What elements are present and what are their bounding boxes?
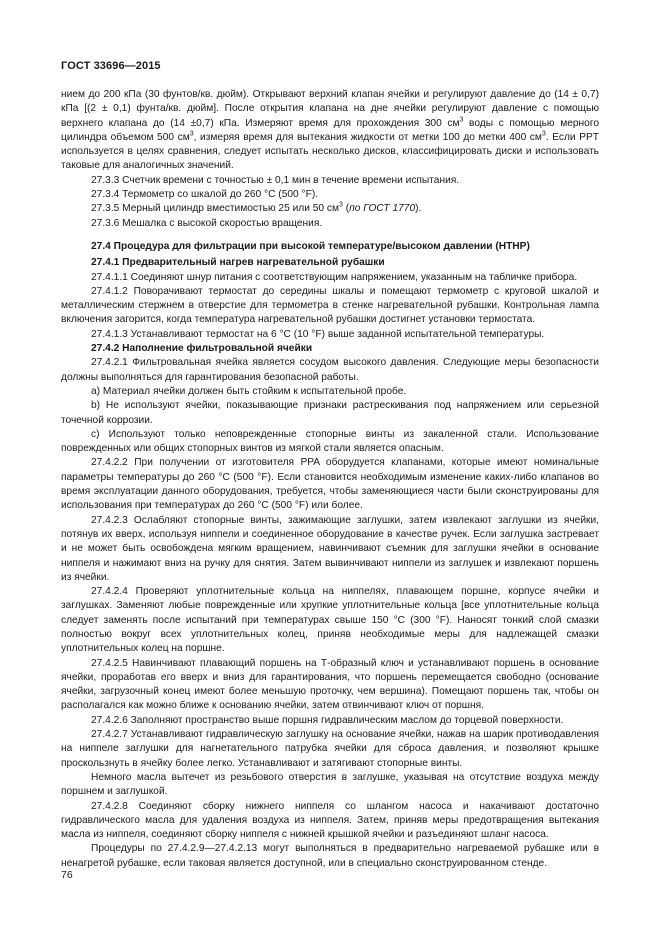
paragraph-27-4-2-3: 27.4.2.3 Ослабляют стопорные винты, зажимающие заглушки, затем извлекают заглушки из ячейки, потянув их вверх, используя ниппели и соединенное оборудование в качестве ручек. Если заглушка застревает и не может быть освобождена мягким вращением, навинчивают съемник для заглушки ячейки в основание ниппеля и нажимают вниз на ручку для снятия. Затем вывинчивают ниппели из заглушек и извлекают поршень из ячейки. bbox=[61, 514, 599, 583]
paragraph-27-3-6: 27.3.6 Мешалка с высокой скоростью вращения. bbox=[91, 217, 323, 229]
paragraph-procedures-note: Процедуры по 27.4.2.9—27.4.2.13 могут выполняться в предварительно нагреваемой рубашке или в ненагретой рубашке, если таковая является доступной, или в специально сконструированном стенде. bbox=[61, 843, 599, 869]
superscript: 3 bbox=[541, 130, 546, 138]
list-item-a: a) Материал ячейки должен быть стойким к испытательной пробе. bbox=[91, 385, 407, 397]
paragraph-27-4-2-6: 27.4.2.6 Заполняют пространство выше поршня гидравлическим маслом до торцевой поверхности. bbox=[91, 714, 564, 726]
paragraph-27-3-4: 27.3.4 Термометр со шкалой до 260 °С (500 °F). bbox=[91, 189, 319, 201]
text-run: ( bbox=[342, 203, 350, 215]
paragraph-27-3-3: 27.3.3 Счетчик времени с точностью ± 0,1 мин в течение времени испытания. bbox=[91, 174, 460, 186]
text-run: нием до 200 кПа (30 фунтов/кв. дюйм). Открывают верхний клапан ячейки и регулируют давление до (14 ± 0,7) кПа [(2 ± 0,1) фунта/кв. дюйм]. После открытия клапана на дне ячейки регулируют давление с помощью верхнего клапана до (14 ±0,7) кПа. Измеряют время для прохождения 300 см bbox=[61, 89, 599, 129]
text-run: , измеряя время для вытекания жидкости от метки 100 до метки 400 см bbox=[193, 131, 542, 143]
subsection-heading-27-4-1: 27.4.1 Предварительный нагрев нагревательной рубашки bbox=[91, 257, 385, 269]
paragraph-27-4-2-8: 27.4.2.8 Соединяют сборку нижнего ниппеля со шлангом насоса и накачивают достаточно гидравлического масла для удаления воздуха из ниппеля. Затем, приняв меры предотвращения вытекания масла из ниппеля, соединяют сборку ниппеля с нижней крышкой ячейки и разъединяют шланг насоса. bbox=[61, 800, 599, 841]
text-run: ). bbox=[415, 203, 422, 215]
paragraph-27-4-2-1: 27.4.2.1 Фильтровальная ячейка является сосудом высокого давления. Следующие меры безопасности должны выполняться для гарантирования безопасной работы. bbox=[61, 357, 599, 383]
list-item-b: b) Не используют ячейки, показывающие признаки растрескивания под напряжением или серьезной точечной коррозии. bbox=[61, 400, 599, 426]
paragraph-27-4-1-1: 27.4.1.1 Соединяют шнур питания с соответствующим напряжением, указанным на табличке прибора. bbox=[91, 271, 578, 283]
document-code-header: ГОСТ 33696—2015 bbox=[61, 60, 161, 72]
superscript: 3 bbox=[189, 130, 194, 138]
page-number: 76 bbox=[61, 869, 73, 881]
paragraph-27-4-2-5: 27.4.2.5 Навинчивают плавающий поршень на Т-образный ключ и устанавливают поршень в основание ячейки, проработав его вверх и вниз для гарантирования, что поршень перемещается свободно (основание ячейки, загрузочный конец имеют более меньшую проточку, чем вершина). Помещают поршень так, чтобы он располагался как можно ближе к основанию ячейки, затем отвинчивают ключ от поршня. bbox=[61, 657, 599, 712]
list-item-c: c) Используют только неповрежденные стопорные винты из закаленной стали. Использование поврежденных или общих стопорных винтов из мягкой стали является опасным. bbox=[61, 428, 599, 455]
paragraph-27-3-5 bbox=[61, 202, 599, 216]
standard-reference: по ГОСТ 1770 bbox=[349, 203, 416, 215]
section-heading-27-4: 27.4 Процедура для фильтрации при высокой температуре/высоком давлении (HTHP) bbox=[91, 240, 530, 252]
paragraph-continuation bbox=[61, 88, 599, 174]
paragraph-note-oil: Немного масла вытечет из резьбового отверстия в заглушке, указывая на отсутствие воздуха между поршнем и заглушкой. bbox=[61, 771, 599, 798]
text-run: 27.3.5 Мерный цилиндр вместимостью 25 или 50 см bbox=[91, 203, 339, 215]
paragraph-27-4-2-2: 27.4.2.2 При получении от изготовителя PPA оборудуется клапанами, которые имеют номинальные параметры температуры до 260 °С (500 °F). Если становится необходимым изменение каких-либо клапанов во время эксплуатации данного оборудования, требуется, чтобы заменяющиеся части были сконструированы для использования при температурах до 260 °С (500 °F) или более. bbox=[61, 457, 599, 512]
paragraph-27-4-2-4: 27.4.2.4 Проверяют уплотнительные кольца на ниппелях, плавающем поршне, корпусе ячейки и заглушках. Заменяют любые поврежденные или хрупкие уплотнительные кольца [все уплотнительные кольца следует заменять после испытаний при температурах свыше 150 °С (300 °F). Наносят тонкий слой смазки полностью вокруг всех уплотнительных колец, приняв необходимые меры для надлежащей смазки уплотнительных колец на поршне. bbox=[61, 586, 599, 655]
superscript: 3 bbox=[459, 116, 464, 124]
superscript: 3 bbox=[339, 201, 343, 209]
document-body bbox=[61, 88, 599, 871]
paragraph-27-4-1-2: 27.4.1.2 Поворачивают термостат до середины шкалы и помещают термометр с круговой шкалой и металлическим стержнем в отверстие для термометра в стенке нагревательной рубашки. Контрольная лампа включения загорится, когда температура нагревательной рубашки достигнет установки термостата. bbox=[61, 285, 599, 326]
subsection-heading-27-4-2: 27.4.2 Наполнение фильтровальной ячейки bbox=[91, 343, 313, 355]
text-run: . Если PPT используется в целях сравнения, следует испытать несколько дисков, классифицировать диски и использовать таковые для аналогичных значений. bbox=[61, 131, 599, 172]
paragraph-27-4-2-7: 27.4.2.7 Устанавливают гидравлическую заглушку на основание ячейки, нажав на шарик противодавления на ниппеле заглушки для нагнетательного патрубка ячейки для сброса давления, и позволяют крышке проскользнуть в ячейку более легко. Устанавливают и затягивают стопорные винты. bbox=[61, 729, 599, 769]
text-run: воды с помощью мерного цилиндра объемом 500 см bbox=[61, 117, 599, 143]
paragraph-27-4-1-3: 27.4.1.3 Устанавливают термостат на 6 °С (10 °F) выше заданной испытательной температуры. bbox=[91, 328, 545, 340]
